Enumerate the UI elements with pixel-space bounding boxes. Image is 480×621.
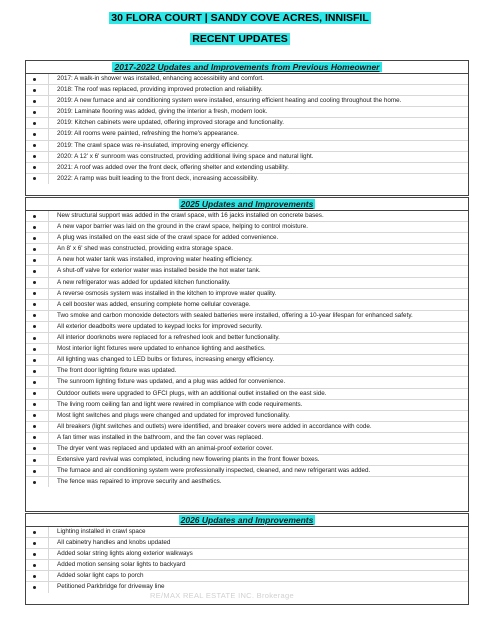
row-divider [48,163,49,173]
row-divider [48,141,49,151]
row-divider [48,582,49,592]
list-item-text: A new refrigerator was added for updated kitchen functionality. [57,278,231,286]
update-list [26,74,468,184]
list-item-text: An 8' x 6' shed was constructed, providing extra storage space. [57,245,234,253]
list-item-text: Added solar light caps to porch [57,572,144,580]
list-item [26,455,468,466]
row-divider [48,244,49,254]
list-item [26,233,468,244]
list-item [26,366,468,377]
section-heading-text: 2017-2022 Updates and Improvements from Previous Homeowner [114,62,380,72]
list-item [26,477,468,487]
list-item-text: Most interior light fixtures were updated to enhance lighting and aesthetics. [57,345,266,353]
row-divider [48,433,49,443]
page-title-text: 30 FLORA COURT | SANDY COVE ACRES, INNISFIL [111,12,369,24]
row-divider [48,333,49,343]
list-item-text: All breakers (light switches and outlets) were identified, and breaker covers were added in accordance with code. [57,422,372,430]
list-item-text: 2019: All rooms were painted, refreshing the home's appearance. [57,130,239,138]
row-divider [48,444,49,454]
list-item-text: A new vapor barrier was laid on the ground in the crawl space, helping to control moisture. [57,223,308,231]
row-divider [48,107,49,117]
row-divider [48,411,49,421]
list-item-text: All cabinetry handles and knobs updated [57,539,171,547]
list-item-text: Extensive yard revival was completed, including new flowering plants in the front flower boxes. [57,456,320,464]
row-divider [48,355,49,365]
list-item [26,118,468,129]
list-item [26,571,468,582]
list-item-text: 2019: A new furnace and air conditioning system were installed, ensuring efficient heating and cooling throughout the home. [57,97,402,105]
list-item-text: The front door lighting fixture was updated. [57,367,177,375]
row-divider [48,255,49,265]
list-item-text: The fence was repaired to improve security and aesthetics. [57,478,222,486]
list-item [26,466,468,477]
row-divider [48,96,49,106]
list-item [26,85,468,96]
section-heading-text: 2025 Updates and Improvements [180,199,314,209]
list-item [26,289,468,300]
row-divider [48,311,49,321]
row-divider [48,389,49,399]
list-item [26,377,468,388]
list-item [26,549,468,560]
row-divider [48,266,49,276]
list-item-text: Added motion sensing solar lights to backyard [57,561,186,569]
list-item-text: The furnace and air conditioning system were professionally inspected, cleaned, and new refrigerant was added. [57,467,371,475]
row-divider [48,377,49,387]
list-item [26,344,468,355]
list-item-text: Most light switches and plugs were changed and updated for improved functionality. [57,411,291,419]
list-item-text: A plug was installed on the east side of the crawl space for added convenience. [57,234,279,242]
row-divider [48,300,49,310]
list-item [26,255,468,266]
list-item-text: 2017: A walk-in shower was installed, enhancing accessibility and comfort. [57,75,264,82]
row-divider [48,211,49,221]
list-item-text: A reverse osmosis system was installed in the kitchen to improve water quality. [57,289,277,297]
list-item [26,333,468,344]
list-item [26,444,468,455]
list-item-text: Two smoke and carbon monoxide detectors with sealed batteries were installed, offering a 10-year lifespan for enhanced safety. [57,311,413,319]
list-item [26,129,468,140]
list-item [26,141,468,152]
list-item [26,244,468,255]
list-item-text: 2019: The crawl space was re-insulated, improving energy efficiency. [57,141,249,149]
update-list [26,527,468,593]
list-item [26,433,468,444]
list-item-text: 2019: Kitchen cabinets were updated, offering improved storage and functionality. [57,119,284,127]
list-item-text: 2019: Laminate flooring was added, giving the interior a fresh, modern look. [57,108,268,116]
list-item [26,355,468,366]
list-item [26,163,468,174]
section-heading [26,61,468,74]
list-item [26,96,468,107]
section-heading [26,198,468,211]
update-list [26,211,468,487]
row-divider [48,344,49,354]
brokerage-watermark: RE/MAX REAL ESTATE INC. Brokerage [150,591,294,600]
row-divider [48,571,49,581]
row-divider [48,222,49,232]
list-item-text: 2021: A roof was added over the front deck, offering shelter and extending usability. [57,163,289,171]
row-divider [48,466,49,476]
list-item [26,174,468,184]
list-item-text: All interior doorknobs were replaced for a refreshed look and better functionality. [57,334,280,342]
list-item [26,411,468,422]
list-item-text: New structural support was added in the crawl space, with 16 jacks installed on concrete bases. [57,212,324,219]
list-item-text: Petitioned Parkbridge for driveway line [57,583,165,591]
page-subtitle [0,33,480,45]
list-item-text: A fan timer was installed in the bathroom, and the fan cover was replaced. [57,433,264,441]
section-heading-text: 2026 Updates and Improvements [180,515,314,525]
list-item [26,422,468,433]
list-item [26,322,468,333]
row-divider [48,322,49,332]
list-item-text: 2022: A ramp was built leading to the front deck, increasing accessibility. [57,174,259,182]
row-divider [48,400,49,410]
list-item [26,278,468,289]
row-divider [48,85,49,95]
list-item [26,152,468,163]
list-item-text: The sunroom lighting fixture was updated, and a plug was added for convenience. [57,378,286,386]
row-divider [48,538,49,548]
list-item [26,527,468,538]
list-item [26,560,468,571]
list-item [26,300,468,311]
list-item-text: A shut-off valve for exterior water was installed beside the hot water tank. [57,267,261,275]
list-item-text: A cell booster was added, ensuring complete home cellular coverage. [57,300,251,308]
row-divider [48,549,49,559]
list-item-text: All lighting was changed to LED bulbs or fixtures, increasing energy efficiency. [57,356,275,364]
page-title [0,12,480,24]
list-item [26,74,468,85]
list-item-text: 2018: The roof was replaced, providing improved protection and reliability. [57,86,263,94]
row-divider [48,560,49,570]
list-item-text: Outdoor outlets were upgraded to GFCI plugs, with an additional outlet installed on the east side. [57,389,327,397]
row-divider [48,455,49,465]
row-divider [48,118,49,128]
list-item-text: A new hot water tank was installed, improving water heating efficiency. [57,256,253,264]
section-2025 [25,197,469,512]
list-item-text: Added solar string lights along exterior walkways [57,550,193,558]
row-divider [48,74,49,84]
section-heading [26,514,468,527]
row-divider [48,527,49,537]
list-item [26,538,468,549]
list-item [26,400,468,411]
list-item-text: The dryer vent was replaced and updated with an animal-proof exterior cover. [57,444,273,452]
list-item-text: 2020: A 12' x 6' sunroom was constructed, providing additional living space and natural light. [57,152,314,160]
row-divider [48,422,49,432]
list-item [26,311,468,322]
row-divider [48,129,49,139]
row-divider [48,152,49,162]
list-item [26,107,468,118]
row-divider [48,366,49,376]
list-item-text: Lighting installed in crawl space [57,528,146,535]
row-divider [48,477,49,487]
row-divider [48,174,49,184]
page-subtitle-text: RECENT UPDATES [192,33,288,45]
list-item-text: All exterior deadbolts were updated to keypad locks for improved security. [57,322,263,330]
list-item-text: The living room ceiling fan and light were rewired in compliance with code requirements. [57,400,303,408]
section-2017-2022 [25,60,469,196]
row-divider [48,289,49,299]
list-item [26,389,468,400]
list-item [26,266,468,277]
row-divider [48,233,49,243]
row-divider [48,278,49,288]
list-item [26,222,468,233]
list-item [26,211,468,222]
